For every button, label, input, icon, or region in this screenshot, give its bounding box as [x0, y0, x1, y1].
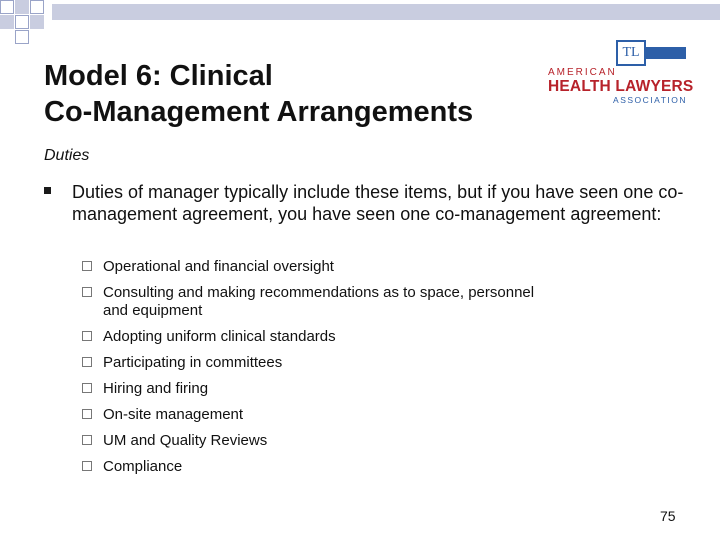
sub-bullet-text: UM and Quality Reviews — [103, 432, 268, 449]
sub-bullet-text: Participating in committees — [103, 354, 283, 371]
sub-bullet-item — [81, 258, 641, 276]
sub-bullet-text: Hiring and firing — [103, 380, 209, 397]
sub-bullet-text: Adopting uniform clinical standards — [103, 328, 336, 345]
sub-bullet-text: On-site management — [103, 406, 244, 423]
corner-square-5 — [15, 15, 29, 29]
ahla-logo — [548, 40, 694, 106]
corner-square-3 — [30, 0, 44, 14]
slide-title — [44, 58, 544, 130]
slide-title-line2: Co-Management Arrangements — [44, 96, 474, 128]
hollow-square-bullet-icon — [82, 435, 92, 445]
logo-mark-icon: TL — [616, 40, 646, 66]
sub-bullet-item — [81, 354, 641, 372]
square-bullet-icon — [44, 187, 51, 194]
sub-bullet-text: Consulting and making recommendations as to space, personnel and equipment — [103, 284, 535, 319]
hollow-square-bullet-icon — [82, 261, 92, 271]
sub-bullet-list — [81, 258, 641, 476]
hollow-square-bullet-icon — [82, 287, 92, 297]
corner-square-4 — [0, 15, 14, 29]
hollow-square-bullet-icon — [82, 357, 92, 367]
sub-bullet-item — [81, 284, 641, 320]
hollow-square-bullet-icon — [82, 331, 92, 341]
corner-square-2 — [15, 0, 29, 14]
logo-mark-bar — [644, 47, 686, 59]
hollow-square-bullet-icon — [82, 461, 92, 471]
corner-square-6 — [30, 15, 44, 29]
sub-bullet-text: Compliance — [103, 458, 183, 475]
logo-line2: HEALTH LAWYERS — [548, 78, 694, 95]
corner-square-1 — [0, 0, 14, 14]
sub-bullet-item — [81, 380, 641, 398]
page-number: 75 — [660, 508, 676, 524]
main-bullet-text: Duties of manager typically include these items, but if you have seen one co-management agreement, you have seen one co-management agreement: — [72, 182, 684, 224]
sub-bullet-text: Operational and financial oversight — [103, 258, 334, 275]
header-bar — [52, 4, 720, 20]
corner-square-7 — [15, 30, 29, 44]
slide-title-line1: Model 6: Clinical — [44, 60, 273, 92]
sub-bullet-item — [81, 328, 641, 346]
sub-bullet-item — [81, 432, 641, 450]
slide-subtitle: Duties — [44, 147, 90, 164]
logo-line3: ASSOCIATION — [613, 95, 687, 105]
sub-bullet-item — [81, 458, 641, 476]
hollow-square-bullet-icon — [82, 383, 92, 393]
logo-line1: AMERICAN — [548, 67, 617, 78]
sub-bullet-item — [81, 406, 641, 424]
hollow-square-bullet-icon — [82, 409, 92, 419]
